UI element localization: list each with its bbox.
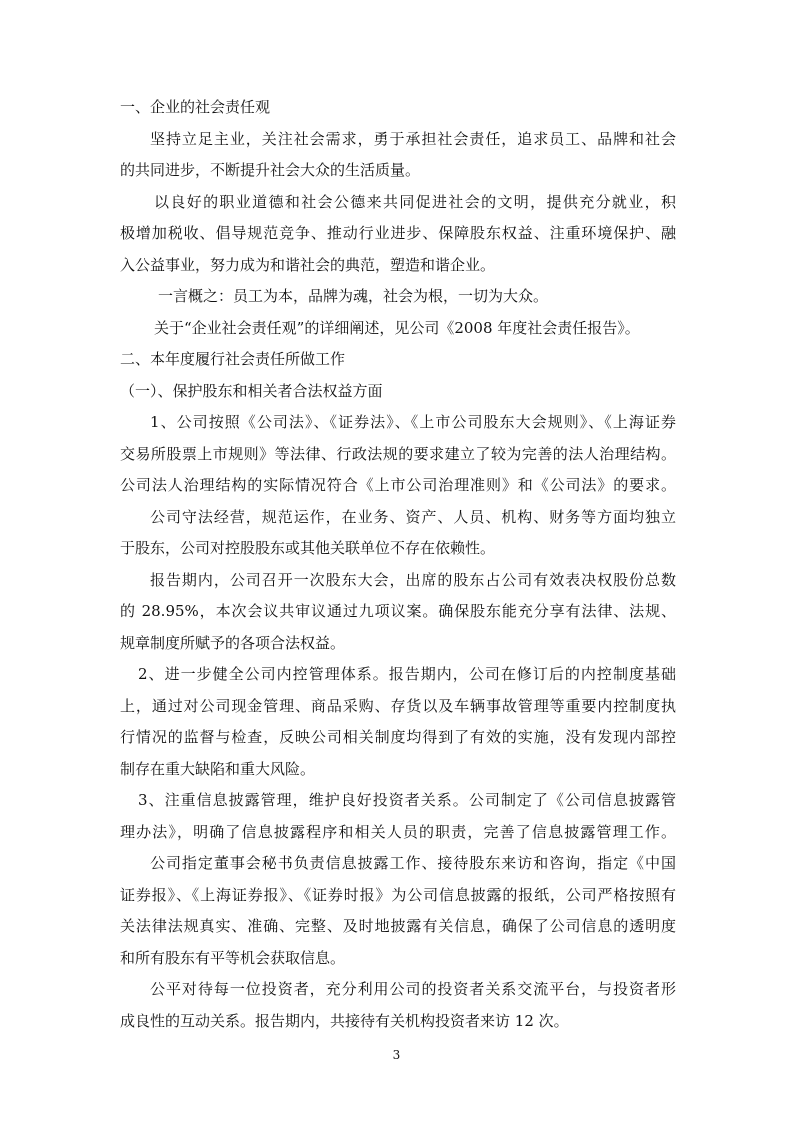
paragraph-line: 以良好的职业道德和社会公德来共同促进社会的文明，提供充分就业，积 (154, 193, 676, 211)
paragraph-line: 理办法》，明确了信息披露程序和相关人员的职责，完善了信息披露管理工作。 (120, 823, 676, 841)
paragraph-line: 行情况的监督与检查，反映公司相关制度均得到了有效的实施，没有发现内部控 (120, 728, 676, 746)
paragraph-line: 关法律法规真实、准确、完整、及时地披露有关信息，确保了公司信息的透明度 (120, 917, 676, 935)
paragraph-line: 公司守法经营，规范运作，在业务、资产、人员、机构、财务等方面均独立 (150, 508, 676, 526)
paragraph-line: 制存在重大缺陷和重大风险。 (120, 760, 316, 778)
paragraph-line: 于股东，公司对控股股东或其他关联单位不存在依赖性。 (120, 539, 496, 557)
paragraph-line: 关于“企业社会责任观”的详细阐述，见公司《2008 年度社会责任报告》。 (154, 319, 640, 337)
paragraph-line: 规章制度所赋予的各项合法权益。 (120, 634, 346, 652)
section2-subheading: （一）、保护股东和相关者合法权益方面 (120, 382, 383, 400)
paragraph-line: 公司法人治理结构的实际情况符合《上市公司治理准则》和《公司法》的要求。 (120, 476, 676, 494)
paragraph-line: 的共同进步，不断提升社会大众的生活质量。 (120, 161, 421, 179)
section1-heading: 一、企业的社会责任观 (120, 98, 271, 116)
paragraph-line: 公司指定董事会秘书负责信息披露工作、接待股东来访和咨询，指定《中国 (150, 854, 676, 872)
paragraph-line: 3、注重信息披露管理，维护良好投资者关系。公司制定了《公司信息披露管 (138, 791, 676, 809)
paragraph-line: 交易所股票上市规则》等法律、行政法规的要求建立了较为完善的法人治理结构。 (120, 445, 676, 463)
section2-heading: 二、本年度履行社会责任所做工作 (120, 350, 346, 368)
page-number: 3 (392, 1048, 401, 1062)
paragraph-line: 证券报》、《上海证券报》、《证券时报》为公司信息披露的报纸，公司严格按照有 (120, 886, 676, 904)
paragraph-line: 坚持立足主业，关注社会需求，勇于承担社会责任，追求员工、品牌和社会 (150, 130, 676, 148)
paragraph-line: 1、公司按照《公司法》、《证券法》、《上市公司股东大会规则》、《上海证券 (150, 413, 676, 431)
paragraph-line: 2、进一步健全公司内控管理体系。报告期内，公司在修订后的内控制度基础 (138, 665, 676, 683)
paragraph-line: 成良性的互动关系。报告期内，共接待有关机构投资者来访 12 次。 (120, 1012, 569, 1030)
paragraph-line: 公平对待每一位投资者，充分利用公司的投资者关系交流平台，与投资者形 (150, 980, 676, 998)
paragraph-line: 和所有股东有平等机会获取信息。 (120, 949, 346, 967)
paragraph-line: 一言概之：员工为本，品牌为魂，社会为根，一切为大众。 (158, 287, 549, 305)
paragraph-line: 极增加税收、倡导规范竞争、推动行业进步、保障股东权益、注重环境保护、融 (120, 224, 676, 242)
paragraph-line: 的 28.95%，本次会议共审议通过九项议案。确保股东能充分享有法律、法规、 (120, 602, 676, 620)
paragraph-line: 入公益事业，努力成为和谐社会的典范，塑造和谐企业。 (120, 256, 496, 274)
paragraph-line: 报告期内，公司召开一次股东大会，出席的股东占公司有效表决权股份总数 (150, 571, 676, 589)
paragraph-line: 上，通过对公司现金管理、商品采购、存货以及车辆事故管理等重要内控制度执 (120, 697, 676, 715)
